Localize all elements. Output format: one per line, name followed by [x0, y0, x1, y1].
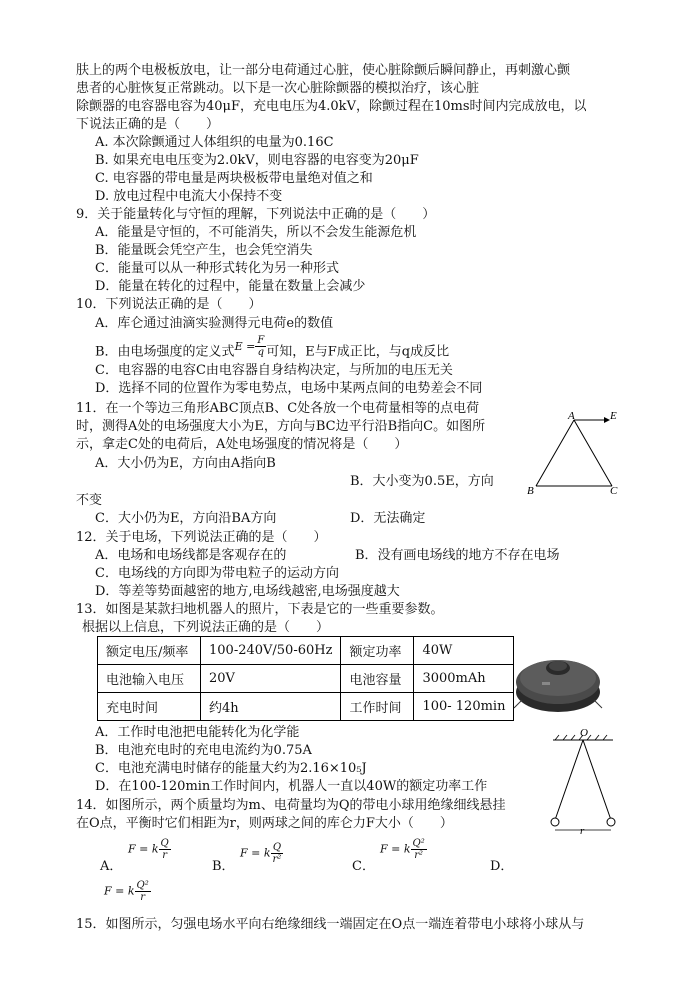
q11-option-d: D．无法确定 — [350, 511, 426, 526]
formula-fraction — [255, 335, 266, 358]
formula-numerator: Q — [160, 838, 169, 849]
table-cell: 约4h — [201, 693, 341, 721]
label-o: O — [580, 727, 588, 739]
formula-fraction — [411, 838, 427, 861]
table-cell: 20V — [201, 665, 341, 693]
q14-option-c-formula — [380, 838, 427, 861]
q11-stem-line2: 时，测得A处的电场强度大小为E，方向与BC边平行沿B指向C。如图所 — [76, 419, 486, 434]
table-cell: 额定电压/频率 — [98, 637, 201, 665]
q14-option-c-label: C． — [352, 859, 375, 874]
q11-option-b-cont: 不变 — [76, 493, 103, 508]
formula-fraction — [271, 842, 284, 865]
q8-option-b: B. 如果充电电压变为2.0kV，则电容器的电容变为20μF — [95, 153, 419, 168]
q9-option-b: B．能量既会凭空产生，也会凭空消失 — [95, 243, 313, 258]
formula-denominator: r — [140, 892, 146, 903]
side-ab — [536, 420, 574, 486]
q12-option-c: C．电场线的方向即为带电粒子的运动方向 — [95, 566, 339, 581]
q14-option-b-label: B． — [212, 859, 235, 874]
q11-option-a: A．大小仍为E，方向由A指向B — [95, 456, 276, 471]
label-b: B — [527, 485, 534, 497]
q10-option-c: C．电容器的电容C由电容器自身结构决定，与所加的电压无关 — [95, 363, 453, 378]
table-row — [98, 693, 514, 721]
q11-stem-line1: 11．在一个等边三角形ABC顶点B、C处各放一个电荷量相等的点电荷 — [76, 401, 480, 416]
table-cell: 电池输入电压 — [98, 665, 201, 693]
q12-stem: 12．关于电场，下列说法正确的是（ ） — [76, 530, 327, 545]
formula-lhs: F = k — [128, 842, 159, 856]
table-row — [98, 637, 514, 665]
q10-option-d: D．选择不同的位置作为零电势点，电场中某两点间的电势差会不同 — [95, 381, 483, 396]
table-cell: 电池容量 — [341, 665, 414, 693]
q11-option-c: C．大小仍为E，方向沿BA方向 — [95, 511, 277, 526]
q9-option-a: A．能量是守恒的，不可能消失，所以不会发生能源危机 — [95, 225, 417, 240]
table-cell: 充电时间 — [98, 693, 201, 721]
ball-right — [607, 818, 615, 826]
table-cell: 3000mAh — [414, 665, 514, 693]
q13-option-c: C．电池充满电时储存的能量大约为2.16×10₅J — [95, 761, 367, 776]
robot-sensor-cap — [549, 661, 567, 671]
q9-option-d: D．能量在转化的过程中，能量在数量上会减少 — [95, 279, 366, 294]
triangle-figure — [522, 410, 622, 500]
table-cell: 100-240V/50-60Hz — [201, 637, 341, 665]
q8-stem-line4: 下说法正确的是（ ） — [76, 117, 220, 132]
ball-left — [551, 818, 559, 826]
formula-denominator: q — [257, 347, 264, 358]
q8-stem-line3: 除颤器的电容器电容为40μF，充电电压为4.0kV，除颤过程在10ms时间内完成放电，以 — [76, 99, 587, 114]
pendulum-figure — [543, 726, 633, 836]
robot-logo-mark — [542, 682, 550, 685]
q13-option-a: A．工作时电池把电能转化为化学能 — [95, 725, 300, 740]
q8-option-d: D. 放电过程中电流大小保持不变 — [95, 189, 283, 204]
q9-option-c: C．能量可以从一种形式转化为另一种形式 — [95, 261, 339, 276]
q13-stem-line2: 根据以上信息，下列说法正确的是（ ） — [82, 620, 330, 635]
formula-numerator: Q² — [136, 880, 149, 891]
label-r: r — [580, 825, 585, 836]
q10b-prefix: B．由电场强度的定义式 — [95, 344, 235, 360]
formula-numerator: Q — [271, 842, 284, 854]
q9-stem: 9．关于能量转化与守恒的理解，下列说法中正确的是（ ） — [76, 207, 436, 222]
q8-option-c: C. 电容器的带电量是两块极板带电量绝对值之和 — [95, 171, 373, 186]
q10-option-a: A．库仑通过油滴实验测得元电荷e的数值 — [95, 316, 334, 331]
q13-option-d: D．在100-120min工作时间内，机器人一直以40W的额定功率工作 — [95, 779, 488, 794]
q14-stem-line1: 14．如图所示，两个质量均为m、电荷量均为Q的带电小球用绝缘细线悬挂 — [76, 798, 506, 813]
formula-numerator: F — [257, 335, 265, 346]
q10b-suffix: 可知，E与F成正比，与q成反比 — [266, 344, 450, 360]
table-cell: 额定功率 — [341, 637, 414, 665]
formula-denominator: r — [162, 850, 167, 861]
label-c: C — [610, 485, 618, 497]
table-cell: 40W — [414, 637, 514, 665]
q8-stem-line2: 患者的心脏恢复正常跳动。以下是一次心脏除颤器的模拟治疗，该心脏 — [76, 81, 480, 96]
thread-left — [555, 740, 583, 820]
q14-option-b-formula — [240, 842, 283, 865]
q10-option-b — [95, 335, 450, 364]
formula-lhs: F = k — [240, 846, 271, 860]
q14-option-a-label: A． — [100, 859, 123, 874]
robot-brush — [514, 700, 522, 708]
thread-right — [583, 740, 611, 820]
spec-table — [97, 636, 514, 721]
q12-option-a: A．电场和电场线都是客观存在的 — [95, 548, 287, 563]
q15-stem: 15．如图所示，匀强电场水平向右绝缘细线一端固定在O点一端连着带电小球将小球从与 — [76, 917, 585, 932]
formula-lhs: E = — [234, 339, 256, 353]
q13-option-b: B．电池充电时的充电电流约为0.75A — [95, 743, 312, 758]
q8-stem-line1: 肤上的两个电极板放电，让一部分电荷通过心脏，使心脏除颤后瞬间静止，再刺激心颤 — [76, 63, 571, 78]
q14-stem-line2: 在O点，平衡时它们相距为r，则两球之间的库仑力F大小（ ） — [76, 816, 453, 831]
q8-option-a: A. 本次除颤通过人体组织的电量为0.16C — [95, 135, 334, 150]
formula-numerator: Q² — [412, 838, 425, 849]
table-cell: 100- 120min — [414, 693, 514, 721]
robot-vacuum-image — [508, 626, 608, 726]
q14-option-d-label: D． — [490, 859, 514, 874]
table-row — [98, 665, 514, 693]
q14-option-a-formula — [128, 838, 171, 861]
q13-stem: 13．如图是某款扫地机器人的照片，下表是它的一些重要参数。 — [76, 602, 444, 617]
robot-brush — [594, 700, 602, 708]
label-e: E — [610, 410, 617, 422]
q12-option-b: B．没有画电场线的地方不存在电场 — [355, 548, 560, 563]
e-definition-formula — [234, 335, 267, 358]
q10-stem: 10．下列说法正确的是（ ） — [76, 297, 262, 312]
q12-option-d: D．等差等势面越密的地方,电场线越密,电场强度越大 — [95, 584, 400, 599]
formula-lhs: F = k — [104, 884, 135, 898]
formula-fraction — [135, 880, 151, 903]
table-cell: 工作时间 — [341, 693, 414, 721]
side-ac — [574, 420, 612, 486]
formula-lhs: F = k — [380, 842, 411, 856]
q11-stem-line3: 示，拿走C处的电荷后，A处电场强度的情况将是（ ） — [76, 437, 408, 452]
formula-denominator: r² — [414, 850, 424, 861]
formula-fraction — [159, 838, 171, 861]
label-a: A — [568, 410, 575, 422]
formula-denominator: r² — [272, 854, 282, 865]
q14-option-d-formula — [104, 880, 151, 903]
q11-option-b: B．大小变为0.5E，方向 — [350, 474, 494, 489]
